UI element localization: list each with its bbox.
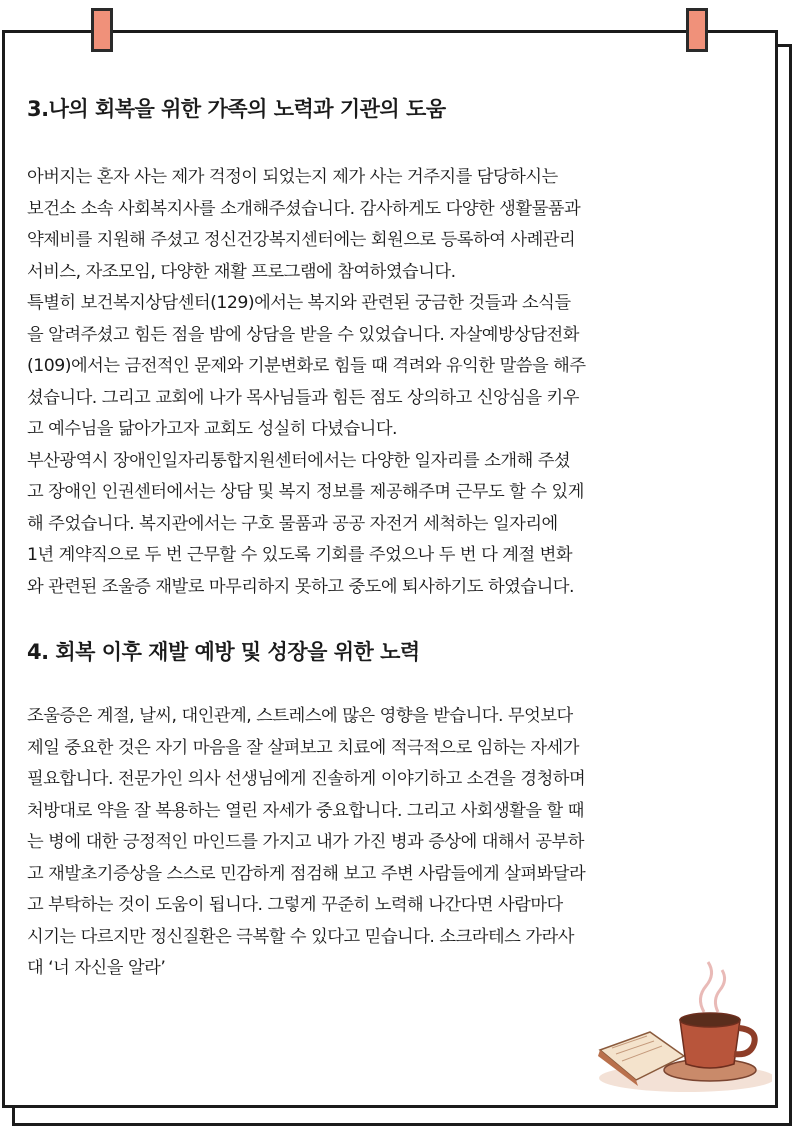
coffee-book-illustration <box>592 958 772 1098</box>
right-paper-clip <box>686 8 708 52</box>
section-4-title: 4. 회복 이후 재발 예방 및 성장을 위한 노력 <box>27 640 420 664</box>
steam-icon <box>700 962 724 1012</box>
section-4-body: 조울증은 계절, 날씨, 대인관계, 스트레스에 많은 영향을 받습니다. 무엇보다 제일 중요한 것은 자기 마음을 잘 살펴보고 치료에 적극적으로 임하는 자세가 필요합니다. 전문가인 의사 선생님에게 진솔하게 이야기하고 소견을 경청하며 처방대로 약을 잘 복용하는 열린 자세가 중요합니다. 그리고 사회생활을 할 때 는 병에 대한 긍정적인 마인드를 가지고 내가 가진 병과 증상에 대해서 공부하 고 재발초기증상을 스스로 민감하게 점검해 보고 주변 사람들에게 살펴봐달라 고 부탁하는 것이 도움이 됩니다. 그렇게 꾸준히 노력해 나간다면 사람마다 시기는 다르지만 정신질환은 극복할 수 있다고 믿습니다. 소크라테스 가라사 대 ‘너 자신을 알라’ <box>27 706 586 978</box>
section-3-body: 아버지는 혼자 사는 제가 걱정이 되었는지 제가 사는 거주지를 담당하시는 보건소 소속 사회복지사를 소개해주셨습니다. 감사하게도 다양한 생활물품과 약제비를 지원해 주셨고 정신건강복지센터에는 회원으로 등록하여 사례관리 서비스, 자조모임, 다양한 재활 프로그램에 참여하였습니다. 특별히 보건복지상담센터(129)에서는 복지와 관련된 궁금한 것들과 소식들 을 알려주셨고 힘든 점을 밤에 상담을 받을 수 있었습니다. 자살예방상담전화 (109)에서는 금전적인 문제와 기분변화로 힘들 때 격려와 유익한 말씀을 해주 셨습니다. 그리고 교회에 나가 목사님들과 힘든 점도 상의하고 신앙심을 키우 고 예수님을 닮아가고자 교회도 성실히 다녔습니다. 부산광역시 장애인일자리통합지원센터에서는 다양한 일자리를 소개해 주셨 고 장애인 인권센터에서는 상담 및 복지 정보를 제공해주며 근무도 할 수 있게 해 주었습니다. 복지관에서는 구호 물품과 공공 자전거 세척하는 일자리에 1년 계약직으로 두 번 근무할 수 있도록 기회를 주었으나 두 번 다 계절 변화 와 관련된 조울증 재발로 마무리하지 못하고 중도에 퇴사하기도 하였습니다. <box>27 167 586 597</box>
document-content <box>27 92 777 985</box>
coffee-cup-icon <box>680 1013 755 1068</box>
section-3-title: 3.나의 회복을 위한 가족의 노력과 기관의 도움 <box>27 97 446 121</box>
left-paper-clip <box>91 8 113 52</box>
